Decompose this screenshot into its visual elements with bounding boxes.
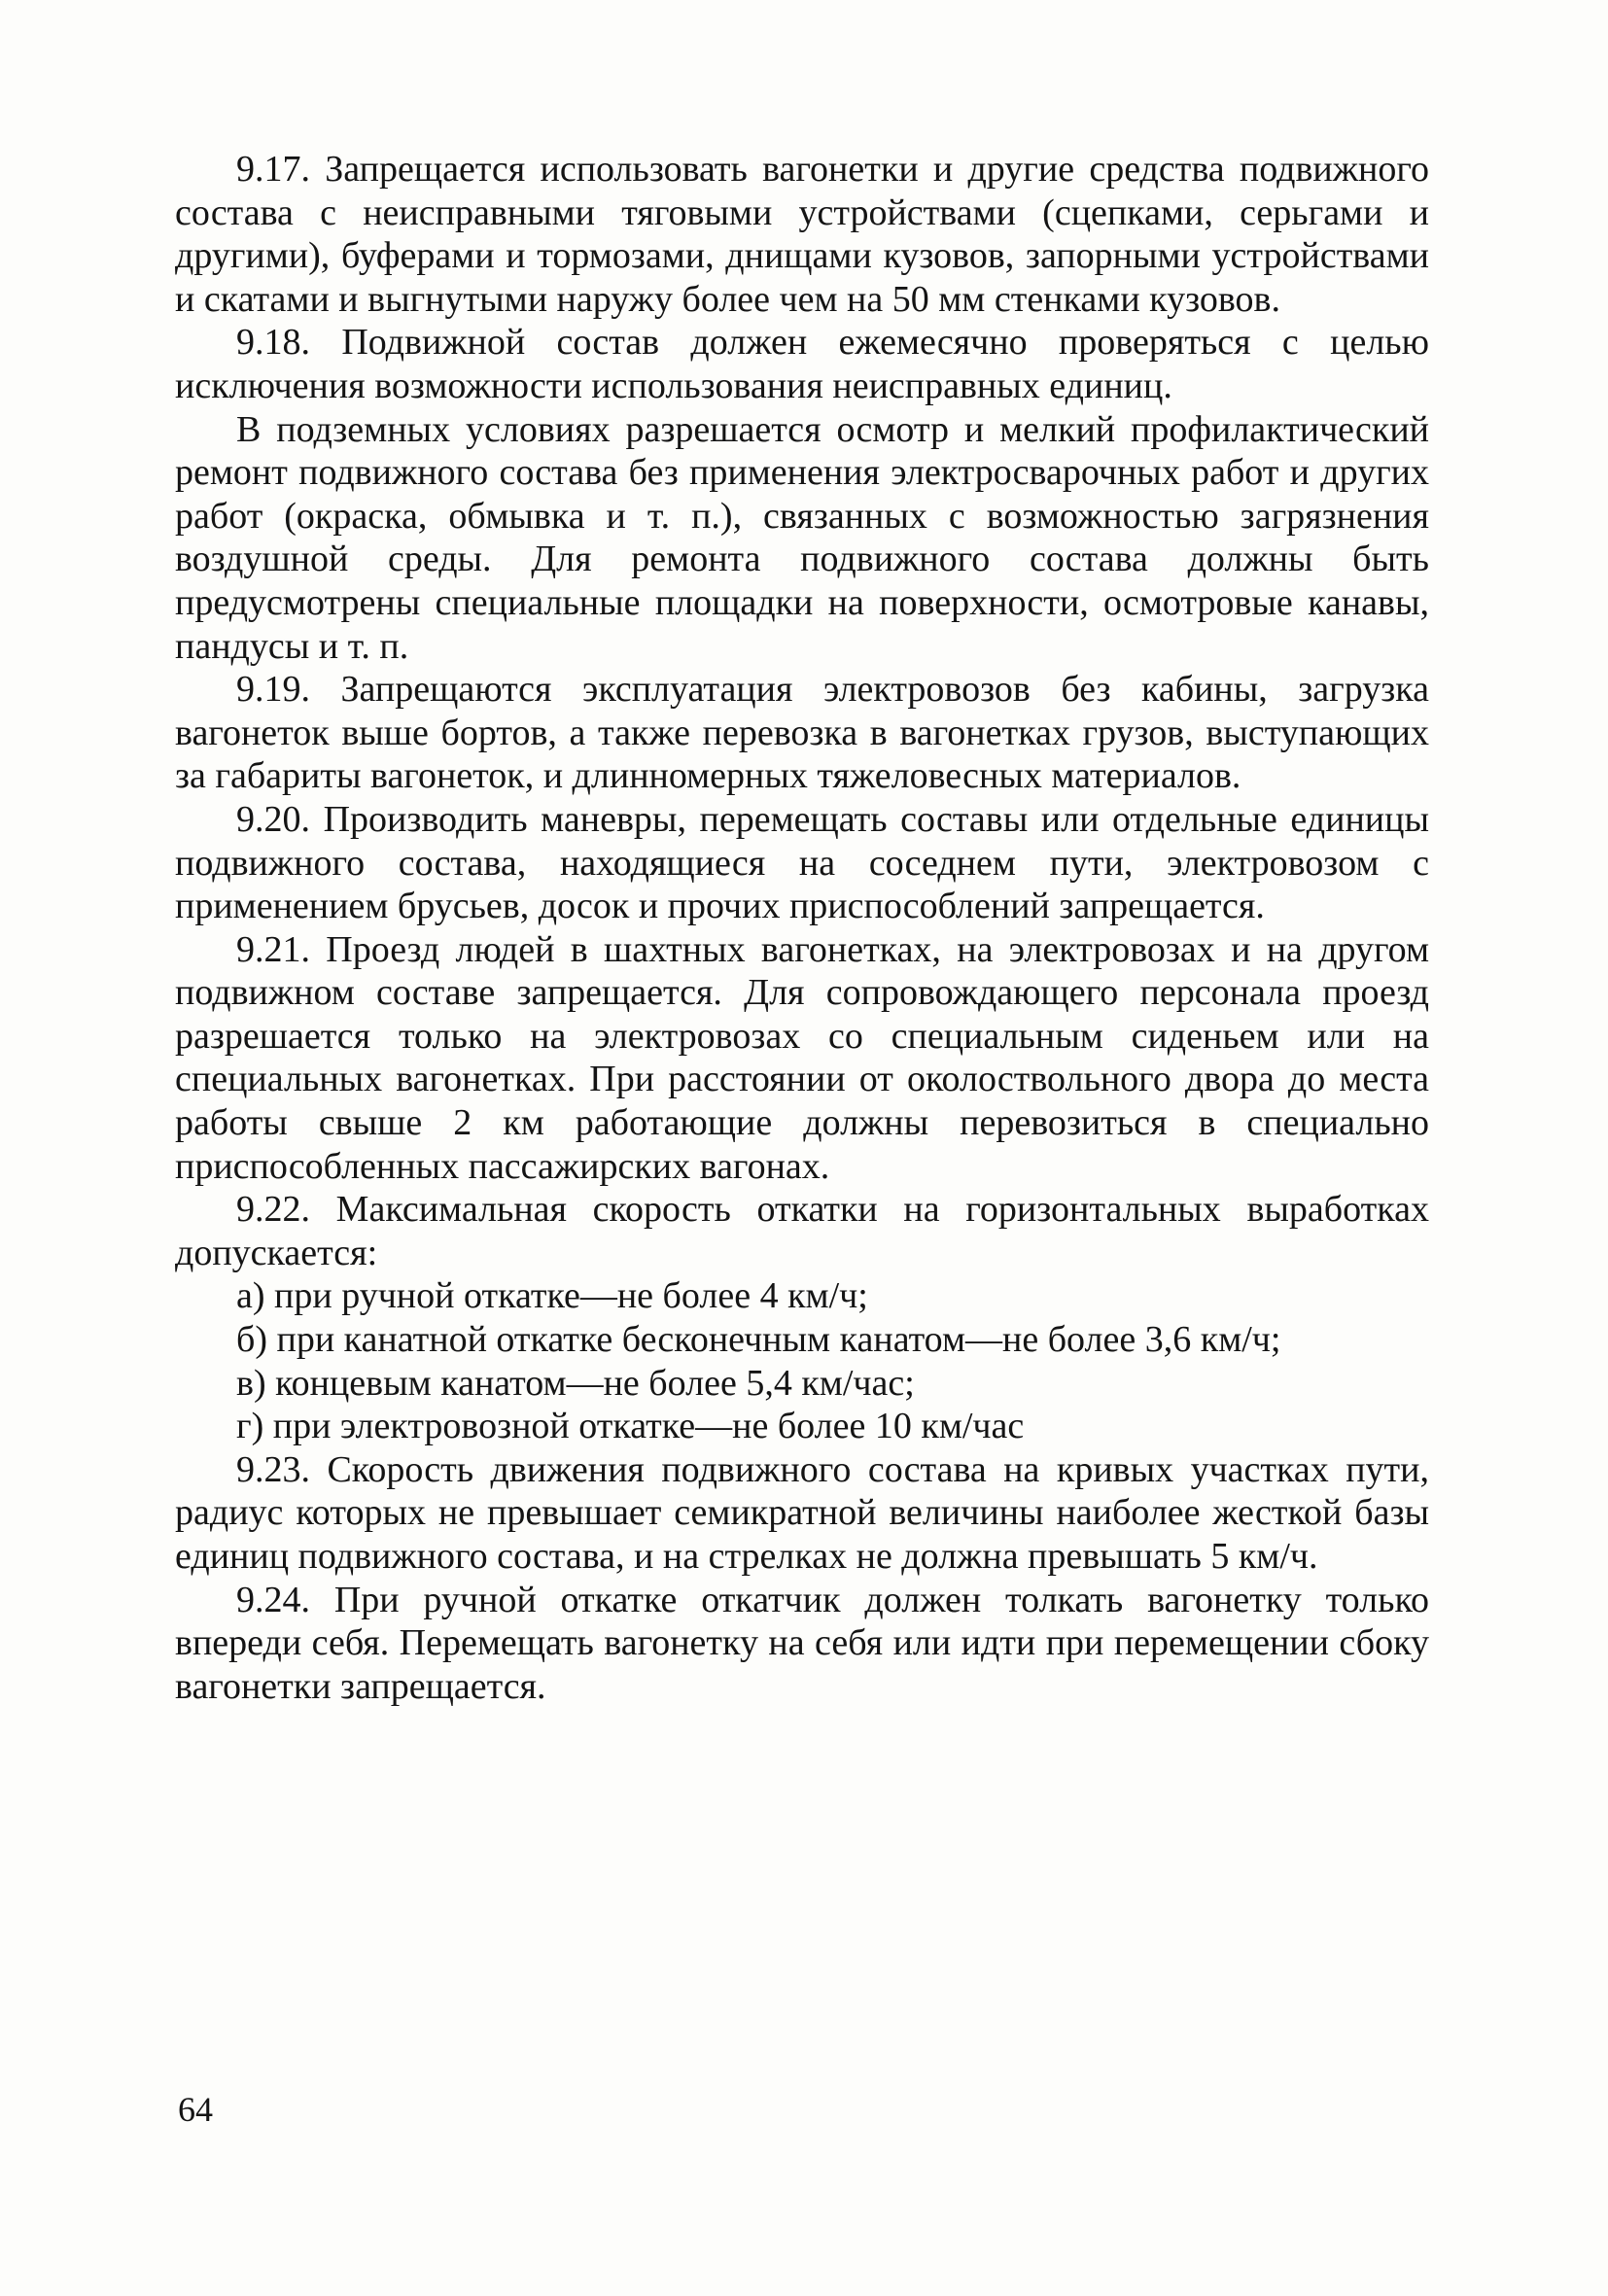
clause-9-23: 9.23. Скорость движения подвижного состава на кривых участках пути, радиус которых не превышает семикратной величины наиболее жесткой базы единиц подвижного состава, и на стрелках не должна превышать 5 км/ч. xyxy=(175,1448,1429,1577)
clause-9-22-item-v: в) концевым канатом—не более 5,4 км/час; xyxy=(236,1362,915,1404)
page-number: 64 xyxy=(178,2090,213,2129)
clause-9-19: 9.19. Запрещаются эксплуатация электровозов без кабины, загрузка вагонеток выше бортов, а также перевозка в вагонетках грузов, выступающих за габариты вагонеток, и длинномерных тяжеловесных материалов. xyxy=(175,669,1429,797)
clause-9-24: 9.24. При ручной откатке откатчик должен толкать вагонетку только впереди себя. Перемещать вагонетку на себя или идти при перемещении сбоку вагонетки запрещается. xyxy=(175,1579,1429,1707)
clause-9-21: 9.21. Проезд людей в шахтных вагонетках, на электровозах и на другом подвижном составе запрещается. Для сопровождающего персонала проезд разрешается только на электровозах со специальным сиденьем или на специальных вагонетках. При расстоянии от околоствольного двора до места работы свыше 2 км работающие должны перевозиться в специально приспособленных пассажирских вагонах. xyxy=(175,928,1429,1187)
clause-9-22-item-b: б) при канатной откатке бесконечным канатом—не более 3,6 км/ч; xyxy=(236,1319,1281,1361)
clause-9-17: 9.17. Запрещается использовать вагонетки и другие средства подвижного состава с неисправными тяговыми устройствами (сцепками, серьгами и другими), буферами и тормозами, днищами кузовов, запорными устройствами и скатами и выгнутыми наружу более чем на 50 мм стенками кузовов. xyxy=(175,149,1429,320)
clause-9-22-item-a: а) при ручной откатке—не более 4 км/ч; xyxy=(236,1275,868,1317)
clause-9-22-item-g: г) при электровозной откатке—не более 10 км/час xyxy=(236,1406,1025,1447)
clause-9-20: 9.20. Производить маневры, перемещать составы или отдельные единицы подвижного состава, находящиеся на соседнем пути, электровозом с применением брусьев, досок и прочих приспособлений запрещается. xyxy=(175,798,1429,927)
clause-9-22: 9.22. Максимальная скорость откатки на горизонтальных выработках допускается: xyxy=(175,1189,1429,1273)
clause-9-18-continuation: В подземных условиях разрешается осмотр и мелкий профилактический ремонт подвижного состава без применения электросварочных работ и других работ (окраска, обмывка и т. п.), связанных с возможностью загрязнения воздушной среды. Для ремонта подвижного состава должны быть предусмотрены специальные площадки на поверхности, осмотровые канавы, пандусы и т. п. xyxy=(175,408,1429,667)
clause-9-18: 9.18. Подвижной состав должен ежемесячно проверяться с целью исключения возможности использования неисправных единиц. xyxy=(175,322,1429,406)
body-text xyxy=(175,148,1429,1708)
